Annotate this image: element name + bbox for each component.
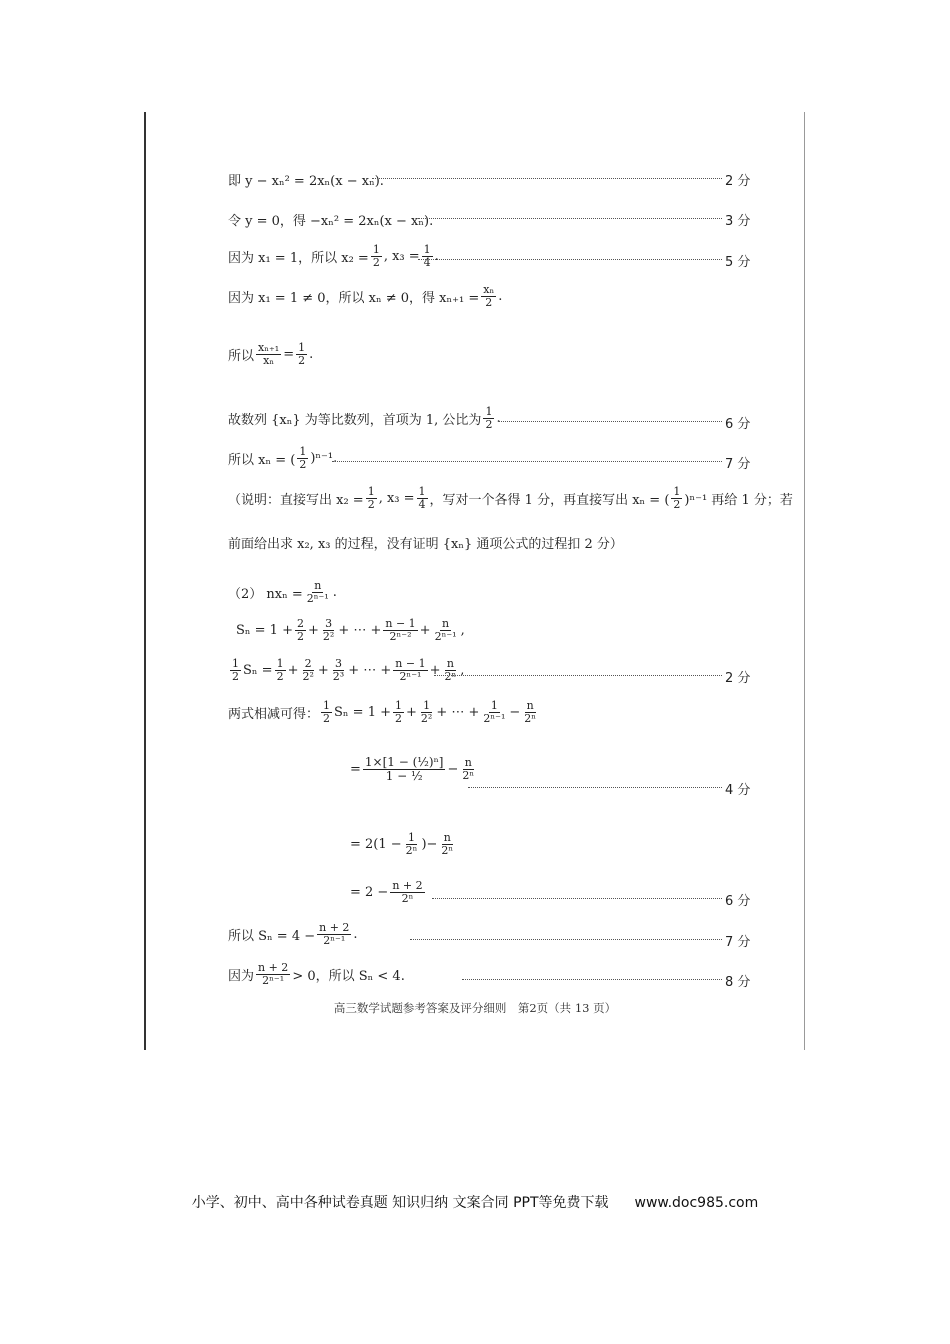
fraction [390, 880, 424, 904]
denominator: 2 [276, 669, 284, 683]
fraction [275, 658, 286, 682]
fraction [404, 832, 420, 856]
operator: − [447, 761, 459, 777]
score-label: 5 分 [725, 255, 751, 270]
numerator: 1 [299, 445, 307, 458]
denominator: 2ⁿ⁻¹ [323, 933, 346, 947]
page-footer: 高三数学试题参考答案及评分细则 第2页（共 13 页） [333, 1001, 617, 1015]
score-label: 6 分 [725, 894, 751, 909]
punctuation: . [498, 288, 503, 304]
fraction [439, 832, 455, 856]
punctuation: , [460, 622, 465, 638]
punctuation: , [460, 662, 465, 678]
sn-line [236, 618, 465, 642]
punctuation: ) [421, 836, 427, 852]
operator: + ⋯ + [348, 662, 392, 678]
fraction [317, 922, 351, 946]
numerator: 1 [673, 485, 681, 498]
answer-line-7 [228, 446, 337, 470]
leader-dots [418, 259, 722, 260]
banner-text: 小学、初中、高中各种试卷真题 知识归纳 文案合同 PPT等免费下载 [191, 1195, 609, 1211]
denominator: 4 [418, 497, 426, 511]
fraction [671, 486, 682, 510]
score-label: 2 分 [725, 174, 751, 189]
denominator: 2 [296, 629, 304, 643]
fraction [366, 486, 377, 510]
numerator: 1 [395, 699, 402, 712]
numerator: n − 1 [385, 617, 416, 630]
leader-dots [410, 939, 722, 940]
denominator: 2ⁿ⁻¹ [434, 629, 457, 643]
fraction [363, 756, 446, 782]
punctuation: . [434, 248, 439, 264]
fraction [321, 700, 332, 724]
numerator: n [314, 579, 322, 592]
answer-line-4 [228, 284, 502, 308]
denominator: 2 [485, 417, 493, 431]
operator: + [419, 622, 431, 638]
denominator: 4 [423, 255, 431, 269]
denominator: 2 [673, 497, 681, 511]
result-line-2 [228, 962, 405, 986]
line-text: > 0，所以 Sₙ < 4. [292, 968, 405, 984]
fraction [422, 244, 433, 268]
denominator: 2 [372, 255, 380, 269]
download-banner [0, 1192, 950, 1212]
numerator: 1 [372, 243, 380, 256]
line-text: = 2 − [350, 884, 389, 900]
fraction [296, 342, 307, 366]
line-text: 因为 [228, 968, 255, 984]
denominator: 2ⁿ [441, 843, 454, 857]
denominator: 1 − ½ [385, 768, 423, 783]
answer-line-2 [228, 210, 433, 229]
numerator: n [442, 617, 450, 630]
denominator: 2ⁿ [524, 711, 537, 725]
numerator: 1 [232, 657, 239, 670]
denominator: 2 [485, 295, 493, 309]
line-text: 令 y = 0，得 −xₙ² = 2xₙ(x − xₙ). [228, 214, 434, 229]
numerator: xₙ [483, 283, 495, 296]
numerator: 1 [423, 243, 431, 256]
punctuation: . [353, 926, 358, 942]
fraction [393, 700, 404, 724]
equation-line-2 [350, 832, 457, 856]
fraction [230, 658, 241, 682]
denominator: 2ⁿ⁻¹ [262, 973, 285, 987]
numerator: n + 2 [392, 879, 423, 892]
denominator: 2ⁿ⁻¹ [306, 591, 329, 605]
numerator: n [526, 699, 534, 712]
denominator: 2ⁿ [444, 669, 457, 683]
numerator: 1 [408, 831, 416, 844]
note-line-1 [228, 486, 793, 510]
line-text: 所以 [228, 348, 255, 364]
denominator: xₙ [263, 353, 275, 367]
page-border-left [144, 112, 146, 1050]
denominator: 2ⁿ [462, 768, 475, 782]
leader-dots [432, 898, 722, 899]
fraction [371, 244, 382, 268]
note-line-2 [228, 533, 623, 552]
fraction [383, 618, 417, 642]
numerator: 3 [325, 617, 333, 630]
numerator: 1 [490, 699, 498, 712]
numerator: 1 [423, 699, 431, 712]
fraction [433, 618, 459, 642]
numerator: 2 [304, 657, 312, 670]
leader-dots [332, 461, 722, 462]
operator: + [307, 622, 319, 638]
denominator: 2² [420, 711, 433, 725]
score-label: 7 分 [725, 935, 751, 950]
line-text: ，写对一个各得 1 分，再直接写出 xₙ = ( [429, 492, 670, 508]
numerator: 3 [335, 657, 342, 670]
fraction [305, 580, 331, 604]
fraction [442, 658, 458, 682]
fraction [483, 406, 494, 430]
line-text: 两式相减可得： [228, 706, 320, 722]
denominator: 2 [367, 497, 375, 511]
line-text: 因为 x₁ = 1 ≠ 0，所以 xₙ ≠ 0，得 xₙ₊₁ = [228, 290, 480, 306]
fraction [331, 658, 346, 682]
score-label: 8 分 [725, 975, 751, 990]
denominator: 2 [299, 457, 307, 471]
score-label: 3 分 [725, 214, 751, 229]
punctuation: . [332, 584, 337, 600]
fraction [522, 700, 538, 724]
line-text: )ⁿ⁻¹ 再给 1 分；若 [684, 492, 793, 508]
numerator: n [464, 756, 472, 770]
numerator: xₙ₊₁ [258, 341, 280, 354]
punctuation: . [309, 346, 314, 362]
numerator: 1×[1 − (½)ⁿ] [364, 755, 444, 769]
line-text: 因为 x₁ = 1，所以 x₂ = [228, 250, 369, 266]
operator: + [317, 662, 329, 678]
part2-line-1 [228, 580, 337, 604]
numerator: 1 [276, 657, 284, 670]
leader-dots [498, 421, 722, 422]
line-text: , x₃ = [383, 248, 420, 264]
fraction [256, 342, 281, 366]
fraction [481, 700, 507, 724]
numerator: n + 2 [319, 921, 350, 934]
numerator: n [446, 657, 454, 670]
operator: + ⋯ + [436, 704, 480, 720]
score-label: 7 分 [725, 457, 751, 472]
numerator: n [443, 831, 451, 844]
numerator: n − 1 [395, 657, 426, 670]
denominator: 2 [323, 711, 331, 725]
numerator: 2 [296, 617, 304, 630]
fraction [419, 700, 434, 724]
fraction [256, 962, 290, 986]
line-text: Sₙ = 1 + [236, 622, 293, 638]
denominator: 2ⁿ [401, 891, 414, 905]
numerator: 1 [367, 485, 375, 498]
half-sn-line [228, 658, 464, 682]
line-text: 故数列 {xₙ} 为等比数列，首项为 1, 公比为 [228, 412, 482, 428]
operator: − [509, 704, 521, 720]
leader-dots [372, 178, 722, 179]
score-label: 6 分 [725, 417, 751, 432]
line-text: Sₙ = 1 + [334, 704, 391, 720]
line-text: )ⁿ⁻¹. [310, 450, 338, 466]
fraction [481, 284, 496, 308]
result-line-1 [228, 922, 358, 946]
denominator: 2² [302, 669, 314, 683]
equation-line-1: = $\frac{\text{1×[1 − (½)ⁿ]}}{\text{1 − ½}}$ − $\frac{n}{\text{2ⁿ}}$ [350, 755, 475, 783]
line-text: Sₙ = [243, 662, 273, 678]
denominator: 2 [298, 353, 306, 367]
fraction [417, 486, 428, 510]
line-text: 即 y − xₙ² = 2xₙ(x − xₙ). [228, 174, 384, 189]
operator: − [426, 836, 438, 852]
operator: + [287, 662, 299, 678]
fraction [295, 618, 306, 642]
fraction [297, 446, 308, 470]
line-text: （说明：直接写出 x₂ = [228, 492, 364, 508]
numerator: n + 2 [258, 961, 289, 974]
line-text: 所以 Sₙ = 4 − [228, 928, 316, 944]
operator: + [406, 704, 417, 720]
score-label: 2 分 [725, 671, 751, 686]
line-text: = 2(1 − [350, 836, 402, 852]
numerator: 1 [485, 405, 493, 418]
line-text: , x₃ = [378, 490, 415, 506]
leader-dots [468, 787, 722, 788]
denominator: 2² [322, 629, 335, 643]
leader-dots [418, 218, 722, 219]
denominator: 2ⁿ [405, 843, 418, 857]
fraction [321, 618, 336, 642]
denominator: 2ⁿ⁻¹ [399, 669, 422, 683]
score-label: 4 分 [725, 783, 751, 798]
denominator: 2³ [332, 669, 345, 683]
denominator: 2ⁿ⁻² [389, 629, 412, 643]
difference-line [228, 700, 540, 724]
page-border-right [804, 112, 805, 1050]
operator: + ⋯ + [338, 622, 382, 638]
operator: + [429, 662, 441, 678]
fraction [300, 658, 315, 682]
answer-line-6 [228, 406, 501, 430]
denominator: 2ⁿ⁻¹ [483, 711, 506, 725]
line-text: （2） nxₙ = [228, 586, 303, 602]
numerator: 1 [323, 699, 331, 712]
line-text: 前面给出求 x₂, x₃ 的过程，没有证明 {xₙ} 通项公式的过程扣 2 分） [228, 537, 623, 552]
fraction [393, 658, 427, 682]
numerator: 1 [298, 341, 306, 354]
denominator: 2 [395, 711, 402, 725]
leader-dots [434, 675, 722, 676]
answer-line-3 [228, 244, 439, 268]
line-text: 所以 xₙ = ( [228, 452, 296, 468]
answer-line-5: 所以 $\frac{\text{xₙ₊₁}}{\text{xₙ}}$ = $\frac{1}{2}$ . [228, 341, 314, 367]
banner-url-link[interactable]: www.doc985.com [634, 1195, 759, 1211]
punctuation: . [496, 410, 501, 426]
equation-line-3 [350, 880, 427, 904]
answer-line-1 [228, 170, 384, 189]
denominator: 2 [232, 669, 239, 683]
numerator: 1 [418, 485, 426, 498]
fraction [460, 757, 476, 781]
leader-dots [462, 979, 722, 980]
